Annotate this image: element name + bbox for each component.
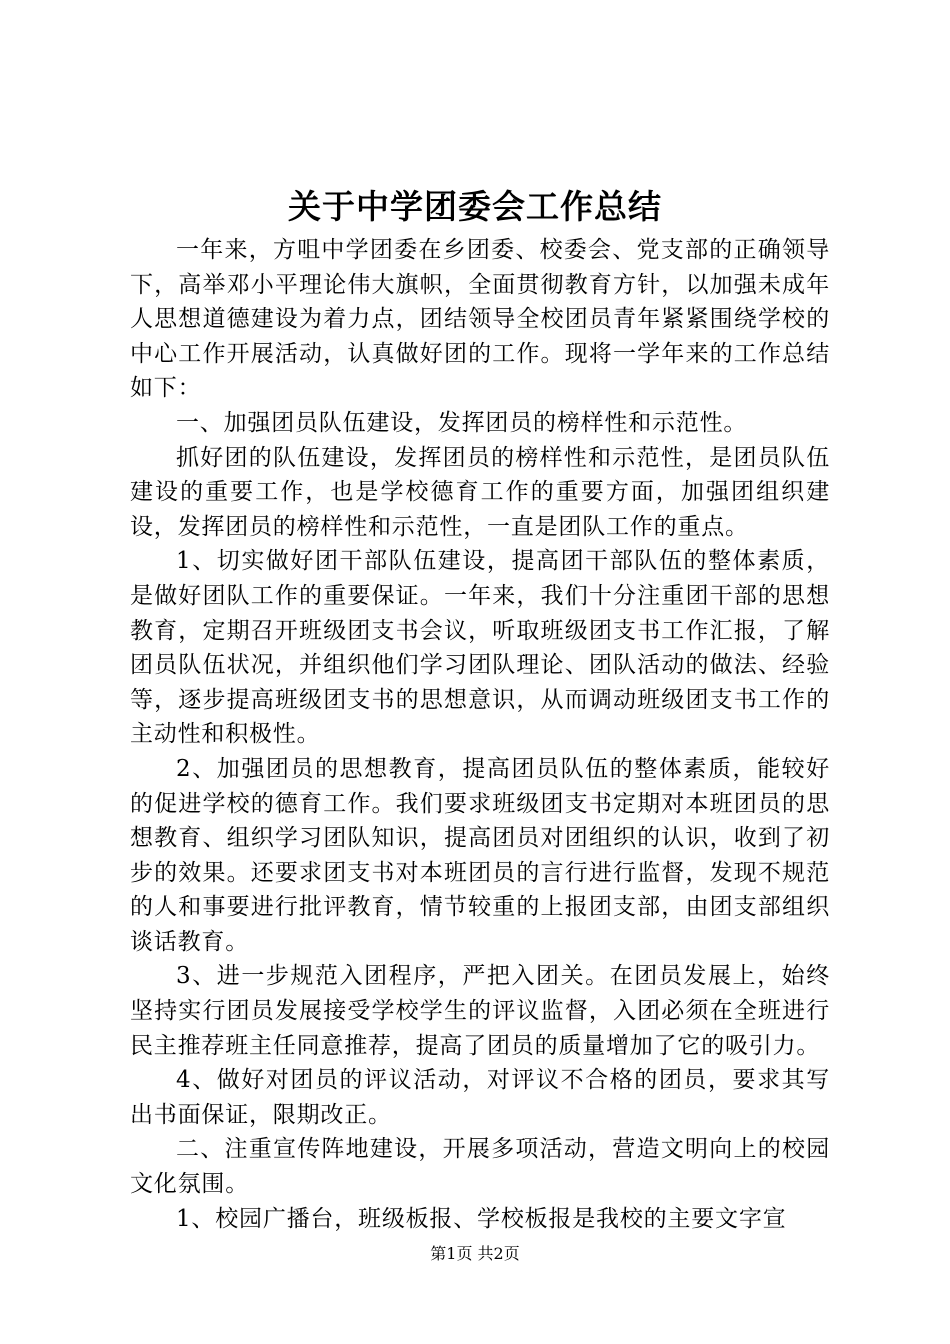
paragraph-item-1: 1、切实做好团干部队伍建设，提高团干部队伍的整体素质，是做好团队工作的重要保证。一年来，我们十分注重团干部的思想教育，定期召开班级团支书会议，听取班级团支书工作汇报，了解团员队伍状况，并组织他们学习团队理论、团队活动的做法、经验等，逐步提高班级团支书的思想意识，从而调动班级团支书工作的主动性和积极性。 [130,548,830,748]
page-number-footer: 第1页 共2页 [430,1244,520,1263]
paragraph-item-3: 3、进一步规范入团程序，严把入团关。在团员发展上，始终坚持实行团员发展接受学校学生的评议监督，入团必须在全班进行民主推荐班主任同意推荐，提高了团员的质量增加了它的吸引力。 [130,963,830,1059]
document-title: 关于中学团委会工作总结 [288,187,662,226]
paragraph-item-2: 2、加强团员的思想教育，提高团员队伍的整体素质，能较好的促进学校的德育工作。我们要求班级团支书定期对本班团员的思想教育、组织学习团队知识，提高团员对团组织的认识，收到了初步的效果。还要求团支书对本班团员的言行进行监督，发现不规范的人和事要进行批评教育，情节较重的上报团支部，由团支部组织谈话教育。 [130,755,830,955]
heading-section-1: 一、加强团员队伍建设，发挥团员的榜样性和示范性。 [176,409,748,436]
heading-section-2: 二、注重宣传阵地建设，开展多项活动，营造文明向上的校园文化氛围。 [130,1136,830,1198]
paragraph-item-4: 4、做好对团员的评议活动，对评议不合格的团员，要求其写出书面保证，限期改正。 [130,1067,830,1128]
paragraph-section-1-overview: 抓好团的队伍建设，发挥团员的榜样性和示范性，是团员队伍建设的重要工作，也是学校德育工作的重要方面，加强团组织建设，发挥团员的榜样性和示范性，一直是团队工作的重点。 [130,444,830,540]
paragraph-intro: 一年来，方咀中学团委在乡团委、校委会、党支部的正确领导下，高举邓小平理论伟大旗帜，全面贯彻教育方针，以加强未成年人思想道德建设为着力点，团结领导全校团员青年紧紧围绕学校的中心工作开展活动，认真做好团的工作。现将一学年来的工作总结如下： [130,237,830,402]
paragraph-section-2-item-1: 1、校园广播台，班级板报、学校板报是我校的主要文字宣 [176,1205,787,1232]
document-body [130,233,830,1236]
